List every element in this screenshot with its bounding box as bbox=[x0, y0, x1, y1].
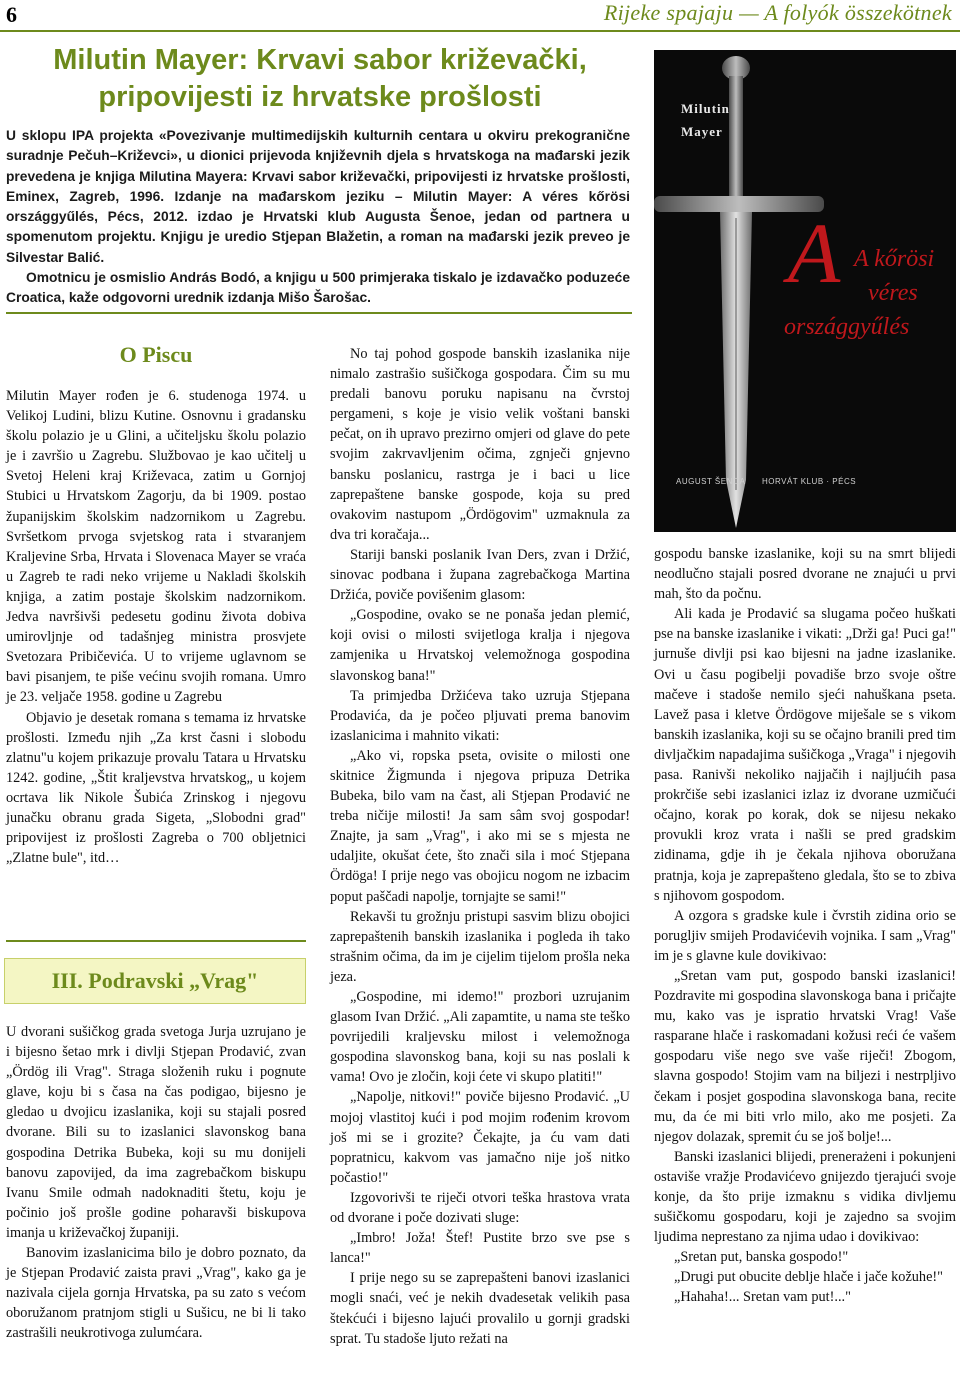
header-rule bbox=[0, 30, 960, 32]
about-paragraph: Objavio je desetak romana s temama iz hrvatske prošlosti. Između njih „Za krst časni i slobodu zlatnu"u kojem prikazuje provalu Tatara u Hrvatsku 1242. godine, „Štit kraljevstva hrvatskog„ u kojem ocrtava lik Nikole Šubića Zrinskog i njegovu junačku obranu grada Sigeta, „Slobodni grad" pripovijest iz prošlosti Zagreba o 700 obljetnici „Zlatne bule", itd… bbox=[6, 709, 306, 867]
intro-paragraph: Omotnicu je osmislio András Bodó, a knjigu u 500 primjeraka tiskalo je izdavačko poduzeće Croatica, kaže odgovorni urednik izdanja Mišo Šarošac. bbox=[6, 270, 630, 306]
intro-paragraph: U sklopu IPA projekta «Povezivanje multimedijskih kulturnih centara u okviru prekogranične suradnje Pečuh–Križevci», u dionici prijevoda književnih djela s hrvatskoga na mađarski jezik prevedena je knjiga Milutina Mayera: Krvavi sabor križevački, pripovijesti iz hrvatske prošlosti, Eminex, Zagreb, 1996. Izdanje na mađarskom jeziku – Milutin Mayer: A véres kőrösi országgyűlés, Pécs, 2012. izdao je Hrvatski klub Augusta Šenoe, jedan od partnera u spomenutom projektu. Knjigu je uredio Stjepan Blažetin, a roman na mađarski jezik preveo je Silvestar Balić. bbox=[6, 128, 630, 265]
about-column bbox=[6, 386, 306, 868]
chapter-paragraph: „Gospodine, mi idemo!" prozbori uzrujanim glasom Ivan Držić. „Ali zapamtite, u nama ste teško povrijedili kraljevsku milost i velemožnoga gospodina slavonskog bana, koji su nas poslali k vama! Ovo je zločin, koji ćete vi skupo platiti!" bbox=[330, 989, 630, 1086]
cover-title-line3: országgyűlés bbox=[784, 314, 910, 340]
chapter-paragraph: „Sretan vam put, gospodo banski izaslanici! Pozdravite mi gospodina slavonskoga bana i pričajte mu, kako vas je ispratio hrvatski Vrag! Vaše rasparane hlače i raskomadani kožusi reći će vašem gospodaru više nego sve vaše riječi! Zbogom, slavna gospodo! Stojim vam na biljezi i nestrpljivo čekam i posjet gospodina slavonskoga bana, recite mu, da će mi biti vrlo milo, ako me posjeti. Za njegov dolazak, spremit ću se još bolje!... bbox=[654, 967, 956, 1145]
chapter-paragraph: „Hahaha!... Sretan vam put!..." bbox=[674, 1289, 851, 1306]
book-cover-art bbox=[654, 50, 956, 532]
chapter-paragraph: Ali kada je Prodavić sa slugama počeo huškati pse na banske izaslanike i vikati: „Drži ga! Puci ga!" jurnuše divlji psi kao bijesni na jadne izaslanike. Ovi u času pogibelji povadiše brzo svoje oštre mačeve i stadoše nemilo sjeći nahuškana pseta. Lavež pasa i kletve Ördögove miješale se s vikom banskih izaslanika, koji su se očajno branili pred tim divljačkim napadajima sušičkoga „Vraga" i njegovih pasa. Ranivši nekoliko najjačih i najljućih pasa prokrčiše sebi izaslanici izlaz iz dvorane uzmičući očajno, korak po korak, dok se nijesu nekako provukli kroz vrata i našli se pred gradskim zidinama, gdje ih je čekala njihova oboružana pratnja, koja je zaprepašteno gledala, što se to zbiva s njihovom gospodom. bbox=[654, 606, 956, 904]
page-number: 6 bbox=[6, 2, 17, 27]
chapter-paragraph: „Gospodine, ovako se ne ponaša jedan plemić, koji ovisi o milosti svijetloga kralja i njegova zamjenika u Hrvatskoj velemožnoga gospodina slavonskog bana!" bbox=[330, 607, 630, 684]
chapter-paragraph: „Imbro! Joža! Štef! Pustite brzo sve pse s lanca!" bbox=[330, 1230, 630, 1267]
article-intro bbox=[6, 126, 630, 309]
chapter-paragraph: „Sretan put, banska gospodo!" bbox=[674, 1249, 849, 1266]
chapter-paragraph: Stariji banski poslanik Ivan Ders, zvan i Držić, sinovac podbana i župana zagrebačkoga Martina Držića, poviče povišenim glasom: bbox=[330, 546, 630, 604]
chapter-paragraph: gospodu banske izaslanike, koji su na smrt blijedi neodlučno stajali posred dvorane ne znajući u prvi mah, što da počnu. bbox=[654, 546, 956, 603]
chapter-paragraph: A ozgora s gradske kule i čvrstih zidina orio se porugljiv smijeh Prodavićevih vojnika. I sam „Vrag" im je s glavne kule dovikivao: bbox=[654, 907, 956, 964]
chapter-paragraph: „Drugi put obucite deblje hlače i jače kožuhe!" bbox=[674, 1269, 944, 1286]
chapter-paragraph: Banski izaslanici blijedi, prenerażeni i pokunjeni ostaviše vražje Prodavićevo gnijezdo tjerajući svoje konje, da što prije izmaknu s vidika divljemu sušičkomu gospodaru, koji je zajedno sa svojim ljudima neprestano za njima udao i dovikivao: bbox=[654, 1148, 956, 1246]
cover-title-line2: véres bbox=[868, 280, 918, 306]
chapter-column-2 bbox=[330, 344, 630, 1349]
running-title: Rijeke spajaju — A folyók összekötnek bbox=[603, 0, 952, 25]
about-heading: O Piscu bbox=[119, 342, 193, 367]
cover-footer-left: AUGUST ŠENOA bbox=[676, 477, 746, 486]
chapter-paragraph: Banovim izaslanicima bilo je dobro poznato, da je Stjepan Prodavić zaista pravi „Vrag", kako ga je nazivala cijela gornja Hrvatska, pa su zato s većom oboružanom pratnjom stigli u Sušicu, ne bi li tako zastrašili neukrotivoga zulumćara. bbox=[6, 1245, 306, 1342]
chapter-paragraph: I prije nego su se zaprepašteni banovi izaslanici mogli snaći, već je nekih dvadesetak velikih pasa štekćući i bijesno lajući provalilo u gornji gradski sprat. Tu stadoše ljuto režati na bbox=[330, 1270, 630, 1347]
article-title-line1: Milutin Mayer: Krvavi sabor križevački, bbox=[53, 44, 587, 76]
book-cover bbox=[654, 50, 956, 532]
cover-author-first: Milutin bbox=[681, 101, 730, 116]
article-title-line2: pripovijesti iz hrvatske prošlosti bbox=[98, 81, 542, 113]
column-rule bbox=[6, 940, 306, 942]
chapter-paragraph: „Napolje, nitkovi!" poviče bijesno Prodavić. „U mojoj vlastitoj kući i pod mojim rođenim krovom još mi se i grozite? Čekajte, ja ću vam dati popratnicu, kakvom vas jamačno nije još nitko počastio!" bbox=[330, 1089, 630, 1186]
article-title bbox=[0, 42, 640, 116]
chapter-heading: III. Podravski „Vrag" bbox=[4, 958, 306, 1004]
chapter-paragraph: No taj pohod gospode banskih izaslanika nije nimalo zastrašio sušičkoga gospodara. Čim su mu predali banovu poruku napisanu na čvrstoj pergameni, s koje je visio velik voštani banski pečat, on ih upravo prezirno omjeri od glave do pete svojim zakrvavljenim očima, zgnječi gnjevno bansku poslanicu, rastrga je i baci u lice zaprepaštene banske gospode, koja su pred ovakovim nastupom „Ördögovim" uzmaknula za dva tri koračaja... bbox=[330, 346, 630, 543]
cover-initial: A bbox=[787, 205, 841, 301]
sword-grip bbox=[729, 76, 743, 196]
cover-title-line1: A kőrösi bbox=[854, 246, 935, 272]
chapter-column-3 bbox=[654, 544, 956, 1308]
chapter-paragraph: U dvorani sušičkog grada svetoga Jurja uzrujano je i bijesno šetao mrk i divlji Stjepan Prodavić, zvan „Ördög ili Vrag". Straga složenih ruku i pognute glave, koju bi s časa na čas podigao, bijesno je gledao u dvojicu izaslanika, koji su stajali posred dvorane. Bili su to izaslanici slavonskog bana gospodina Detrika Bubeka, koji su mu donijeli banovu zapovijed, da ima zagrebačkom biskupu Ivanu Smile odmah nadoknaditi štetu, koju je počinio još prošle godine poharavši biskupova imanja u križevačkoj županiji. bbox=[6, 1024, 306, 1241]
cover-author-last: Mayer bbox=[681, 124, 723, 139]
intro-rule bbox=[6, 312, 632, 314]
cover-footer-right: HORVÁT KLUB · PÉCS bbox=[762, 477, 857, 486]
chapter-paragraph: Ta primjedba Držićeva tako uzruja Stjepana Prodavića, da je počeo pljuvati prema banovim izaslanicima i mahnito vikati: bbox=[330, 687, 630, 744]
chapter-paragraph: Izgovorivši te riječi otvori teška hrastova vrata od dvorane i poče dozivati sluge: bbox=[330, 1189, 630, 1227]
chapter-paragraph: „Ako vi, ropska pseta, ovisite o milosti one skitnice Žigmunda i njegova pripuza Detrika Bubeka, bilo vam na čast, ali Stjepan Prodavić ne treba ničije milosti! Ja sam sâm svoj gospodar! Znajte, ja sam „Vrag", i ako mi se s mjesta ne udaljite, okušat ćete, što znači sila i moć Stjepana Ördöga! I prije nego vas obojicu nogom ne izbacim poput paščadi napolje, tornjajte se sami!" bbox=[330, 747, 630, 905]
chapter-paragraph: Rekavši tu grožnju pristupi sasvim blizu obojici zaprepaštenih banskih izaslanika i pogleda ih tako strašnim očima, da im je cijelim tijelom prošla neka jeza. bbox=[330, 908, 630, 985]
about-paragraph: Milutin Mayer rođen je 6. studenoga 1974. u Velikoj Ludini, blizu Kutine. Osnovnu i gradansku školu polazio je u Glini, a učiteljsku školu polazio je i završio u Zagrebu. Službovao je kao učitelj u Svetoj Heleni kraj Križevaca, zatim u Gornjoj Stubici u Hrvatskom Zagorju, da bi 1909. postao županijskim školskim nadzornikom u Zagrebu. Svršetkom prvoga svjetskog rata i stvaranjem Kraljevine Srba, Hrvata i Slovenaca Mayer se vraća u Zagreb te radi neko vrijeme u Nakladi školskih knjiga, a zatim postaje školskim nadzornikom. Jedva navršivši pedesetu godinu života dobiva umirovljnje od tadašnjeg ministra prosvjete Svetozara Pribičevića. U to vrijeme uglavnom se bavi pisanjem, te piše većinu svojih romana. Umro je 23. veljače 1958. godine u Zagrebu bbox=[6, 388, 306, 706]
chapter-column-1 bbox=[6, 1022, 306, 1344]
